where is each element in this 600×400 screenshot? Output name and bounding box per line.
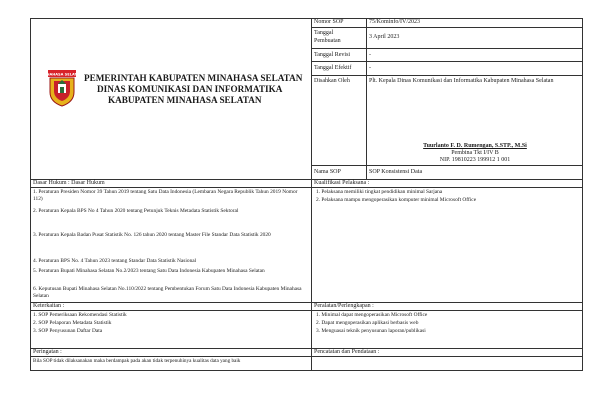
- meta-column-divider: [366, 18, 367, 179]
- meta-row-line: [311, 165, 583, 166]
- tanggal-efektif-value: -: [369, 65, 371, 71]
- peralatan-title: Peralatan/Perlengkapan :: [314, 303, 374, 309]
- section-divider: [30, 302, 583, 303]
- section-title-line: [30, 187, 583, 188]
- signatory-rank: Pembina Tkt I/IV B: [451, 150, 499, 156]
- keterkaitan-item-3: 3. SOP Penyusunan Daftar Data: [33, 328, 103, 334]
- meta-row-line: [311, 27, 583, 28]
- signatory-nip: NIP. 19810223 199912 1 001: [439, 157, 511, 163]
- tanggal-pembuatan-label: Tanggal: [314, 30, 334, 36]
- dasar-hukum-item-6: 6. Keputusan Bupati Minahasa Selatan No.110/2022 tentang Pembentukan Forum Satu Data Indonesia Kabupaten Minahasa Selatan: [33, 286, 302, 299]
- tanggal-revisi-label: Tanggal Revisi: [314, 52, 351, 58]
- peralatan-item-3: 3. Menguasai teknik penyusunan laporan/publikasi: [316, 328, 426, 334]
- kualifikasi-title: Kualifikasi Pelaksana :: [314, 180, 370, 186]
- peralatan-item-2: 2. Dapat mengoperasikan aplikasi berbasis web: [316, 320, 419, 326]
- signatory-name: Tuurlanto F. D. Rumengan, S.STP., M.Si: [423, 143, 527, 149]
- dasar-hukum-item-4: 4. Peraturan BPS No. 4 Tahun 2023 tentang Standar Data Statistik Nasional: [33, 258, 197, 264]
- header-bottom-line: [30, 179, 583, 180]
- dasar-hukum-item-3: 3. Peraturan Kepala Badan Pusat Statistik No. 126 tahun 2020 tentang Master File Standar Data Statistik 2020: [33, 232, 271, 238]
- institution-name-line-3: KABUPATEN MINAHASA SELATAN: [108, 95, 262, 105]
- section-divider: [30, 348, 583, 349]
- kualifikasi-item-1: 1. Pelaksana memiliki tingkat pendidikan minimal Sarjana: [316, 189, 443, 195]
- peringatan-text: Bila SOP tidak dilaksanakan maka berdampak pada akan tidak terpenuhinya kualitas data yang baik: [33, 358, 241, 364]
- dasar-hukum-title: Dasar Hukum : Dasar Hukum: [33, 180, 105, 186]
- keterkaitan-title: Keterkaitan :: [33, 303, 65, 309]
- disahkan-oleh-value: Plt. Kepala Dinas Komunikasi dan Informatika Kabupaten Minahasa Selatan: [369, 78, 554, 84]
- institution-name-line-2: DINAS KOMUNIKASI DAN INFORMATIKA: [97, 84, 283, 94]
- header-divider: [311, 18, 312, 179]
- tanggal-pembuatan-label-2: Pembuatan: [314, 38, 341, 44]
- peralatan-item-1: 1. Minimal dapat mengoperasikan Microsoft Office: [316, 312, 428, 318]
- nomor-sop-label: Nomor SOP: [314, 19, 344, 25]
- section-title-line: [30, 356, 583, 357]
- keterkaitan-item-2: 2. SOP Pelaporan Metadata Statistik: [33, 320, 112, 326]
- nomor-sop-value: 75/Kominfo/IV/2023: [369, 19, 420, 25]
- meta-row-line: [311, 48, 583, 49]
- meta-row-line: [311, 75, 583, 76]
- dasar-hukum-item-1: 1. Peraturan Presiden Nomor 39 Tahun 2019 tentang Satu Data Indonesia (Lembaran Negara Republik Tahun 2019 Nomor 112): [33, 189, 298, 202]
- peringatan-title: Peringatan :: [33, 349, 62, 355]
- body-column-divider: [311, 179, 312, 371]
- nama-sop-value: SOP Konsistensi Data: [369, 169, 423, 175]
- coat-of-arms-icon: [41, 68, 83, 108]
- section-title-line: [30, 310, 583, 311]
- keterkaitan-item-1: 1. SOP Pemeriksaan Rekomendasi Statistik: [33, 312, 127, 318]
- disahkan-oleh-label: Disahkan Oleh: [314, 78, 350, 84]
- meta-row-line: [311, 61, 583, 62]
- dasar-hukum-item-5: 5. Peraturan Bupati Minahasa Selatan No.2/2023 tentang Satu Data Indonesia Kabupaten Minahasa Selatan: [33, 268, 265, 274]
- tanggal-revisi-value: -: [369, 52, 371, 58]
- pencatatan-title: Pencatatan dan Pendataan :: [314, 349, 380, 355]
- dasar-hukum-item-2: 2. Peraturan Kepala BPS No 4 Tahun 2020 tentang Petunjuk Teknis Metadata Statistik Sektoral: [33, 208, 239, 214]
- institution-name-line-1: PEMERINTAH KABUPATEN MINAHASA SELATAN: [84, 73, 303, 83]
- tanggal-efektif-label: Tanggal Efektif: [314, 65, 352, 71]
- nama-sop-label: Nama SOP: [314, 169, 341, 175]
- kualifikasi-item-2: 2. Pelaksana mampu mengoperasikan komputer minimal Microsoft Office: [316, 197, 477, 203]
- tanggal-pembuatan-value: 3 April 2023: [369, 34, 400, 40]
- svg-text:MINAHASA SELATAN: MINAHASA SELATAN: [41, 72, 83, 77]
